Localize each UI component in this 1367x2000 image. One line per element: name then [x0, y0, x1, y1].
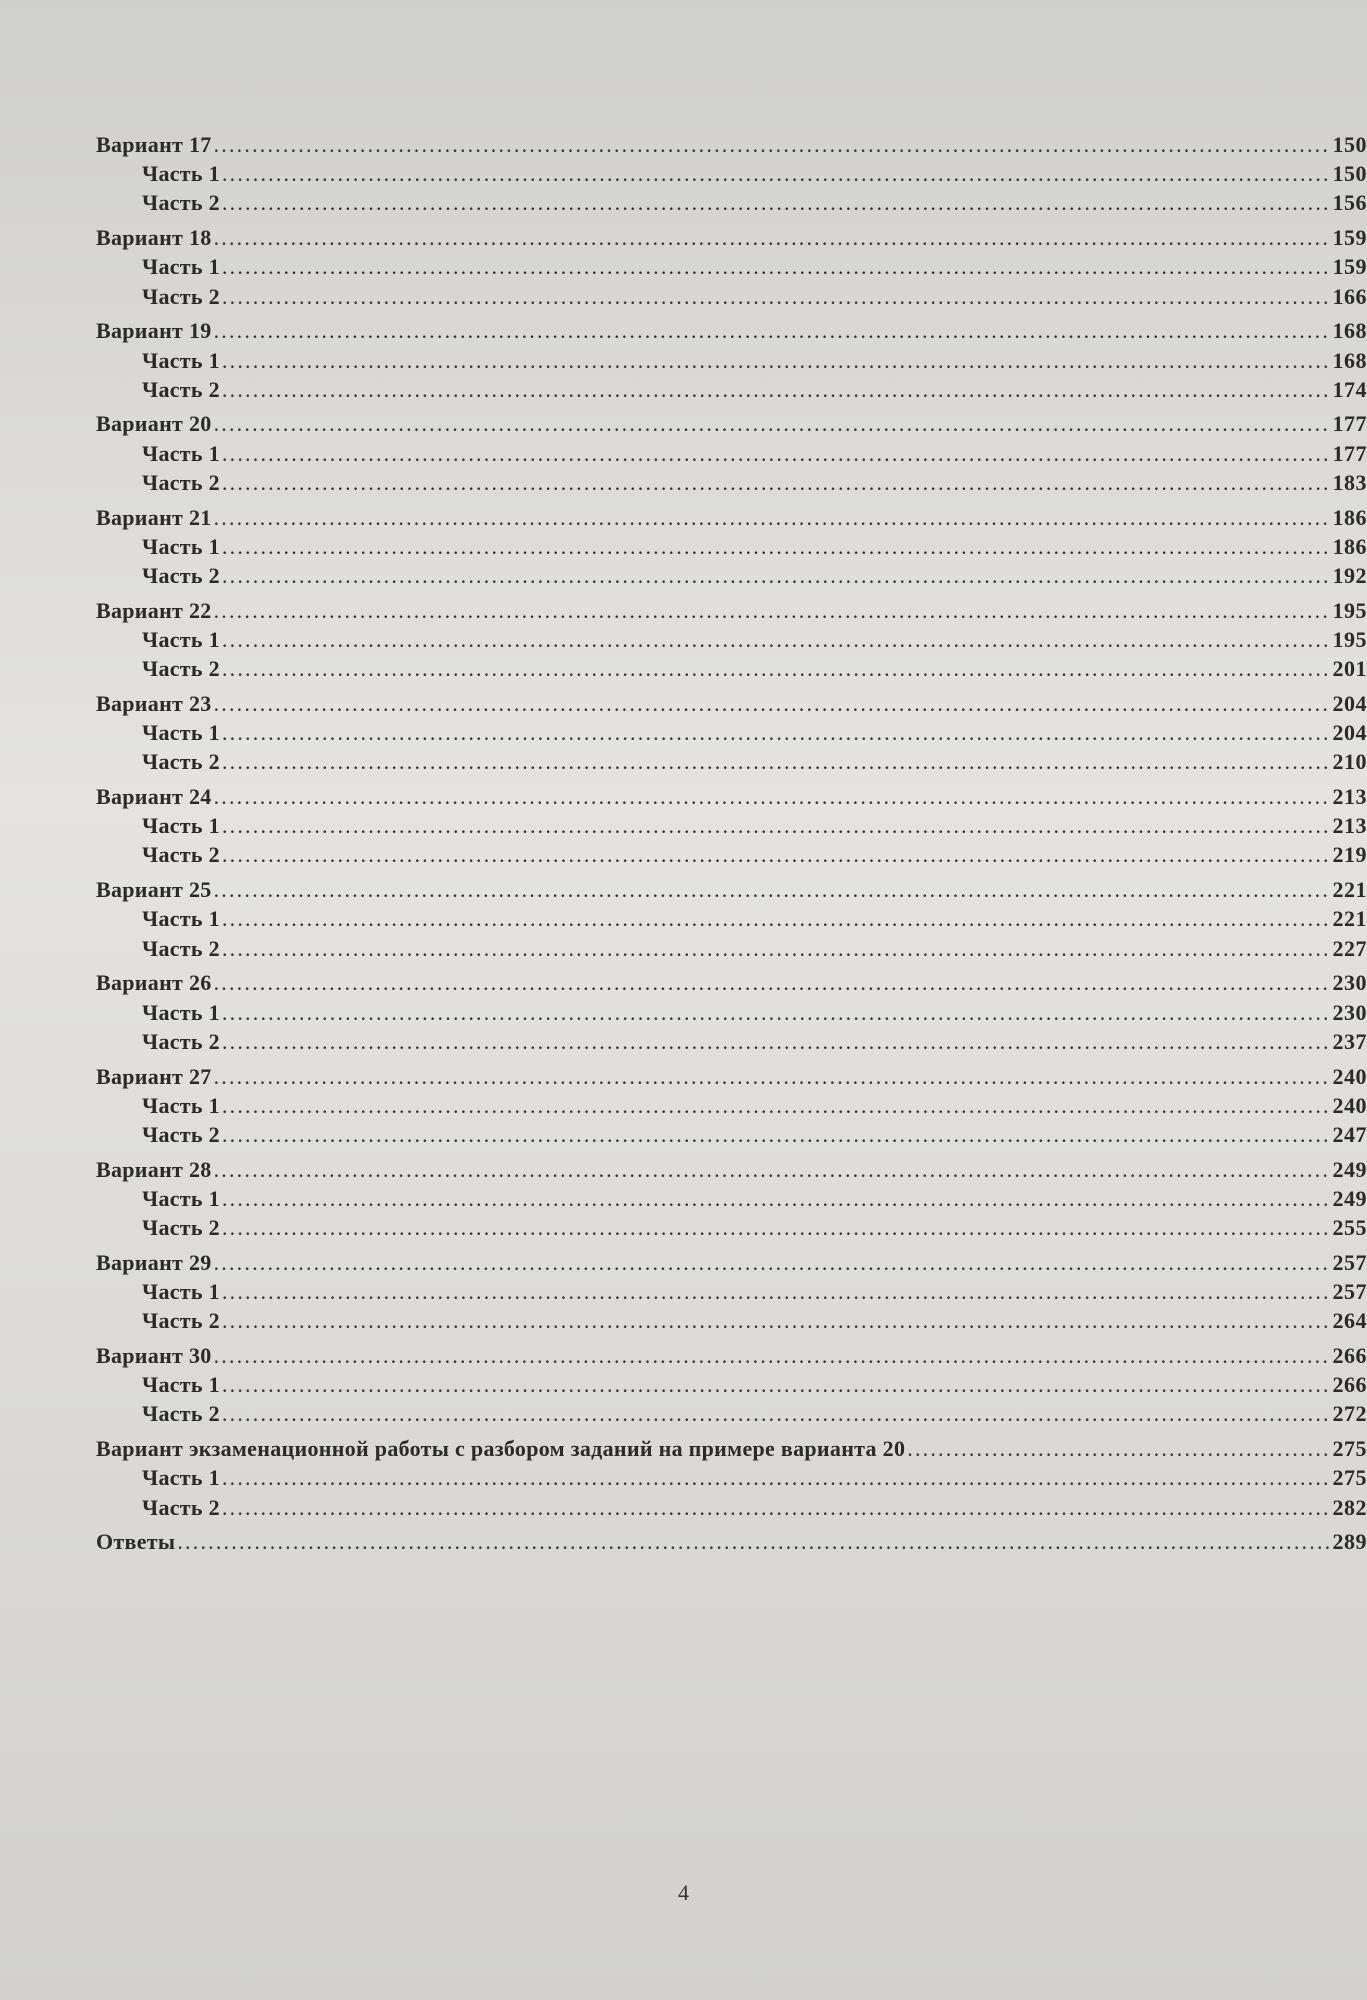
- toc-entry-title: Часть 2: [142, 376, 220, 402]
- dot-leader: [222, 1000, 1331, 1026]
- toc-entry-page-number: 150: [1332, 161, 1367, 187]
- toc-entry-title: Часть 2: [142, 1401, 220, 1427]
- dot-leader: [222, 936, 1331, 962]
- toc-entry-title: Часть 2: [142, 563, 220, 588]
- toc-entry-title: Часть 1: [142, 1372, 220, 1398]
- dot-leader: [214, 1250, 1331, 1276]
- toc-variant-entry: [96, 784, 1367, 813]
- toc-entry-title: Часть 1: [142, 906, 220, 932]
- dot-leader: [214, 132, 1331, 158]
- dot-leader: [222, 1401, 1331, 1427]
- toc-variant-entry: [96, 1064, 1367, 1093]
- toc-entry-page-number: 237: [1332, 1028, 1367, 1054]
- dot-leader: [222, 254, 1331, 280]
- toc-entry-page-number: 186: [1332, 504, 1367, 530]
- toc-entry-title: Часть 1: [142, 626, 220, 652]
- dot-leader: [222, 1372, 1331, 1398]
- toc-entry-title: Часть 1: [142, 999, 220, 1025]
- toc-entry-page-number: 257: [1332, 1279, 1367, 1305]
- toc-entry-title: Вариант 28: [96, 1156, 212, 1182]
- toc-part-entry: [96, 906, 1367, 935]
- toc-entry-page-number: 221: [1332, 877, 1367, 903]
- dot-leader: [222, 190, 1331, 216]
- toc-entry-page-number: 266: [1332, 1372, 1367, 1398]
- toc-entry-page-number: 174: [1332, 376, 1367, 402]
- toc-entry-title: Часть 1: [142, 813, 220, 839]
- toc-entry-title: Часть 2: [142, 283, 220, 309]
- toc-part-entry: [96, 656, 1367, 685]
- toc-entry-page-number: 266: [1332, 1343, 1367, 1369]
- toc-part-entry: [96, 441, 1367, 470]
- toc-entry-title: Часть 2: [142, 1028, 220, 1054]
- toc-part-entry: [96, 284, 1367, 313]
- toc-entry-title: Ответы: [96, 1529, 176, 1555]
- dot-leader: [222, 906, 1331, 932]
- dot-leader: [222, 534, 1331, 560]
- toc-part-entry: [96, 190, 1367, 219]
- toc-entry-page-number: 186: [1332, 533, 1367, 559]
- toc-entry-title: Часть 2: [142, 935, 220, 961]
- toc-entry-title: Часть 2: [142, 1308, 220, 1334]
- toc-entry-page-number: 177: [1332, 411, 1367, 437]
- toc-part-entry: [96, 377, 1367, 406]
- dot-leader: [177, 1529, 1330, 1555]
- toc-variant-entry: [96, 505, 1367, 534]
- toc-entry-title: Часть 1: [142, 1185, 220, 1211]
- toc-part-entry: [96, 1372, 1367, 1401]
- toc-part-entry: [96, 1122, 1367, 1151]
- toc-part-entry: [96, 534, 1367, 563]
- table-of-contents: [96, 132, 1367, 1559]
- dot-leader: [214, 1064, 1331, 1090]
- toc-part-entry: [96, 1029, 1367, 1058]
- toc-entry-page-number: 275: [1332, 1436, 1367, 1462]
- toc-entry-page-number: 213: [1332, 813, 1367, 839]
- dot-leader: [214, 225, 1331, 251]
- dot-leader: [222, 284, 1331, 310]
- toc-variant-entry: [96, 225, 1367, 254]
- dot-leader: [222, 1186, 1331, 1212]
- dot-leader: [222, 842, 1331, 868]
- toc-entry-page-number: 183: [1332, 469, 1367, 495]
- toc-part-entry: [96, 1495, 1367, 1524]
- toc-entry-page-number: 192: [1332, 563, 1367, 588]
- dot-leader: [214, 691, 1331, 717]
- toc-entry-title: Часть 1: [142, 1279, 220, 1305]
- dot-leader: [907, 1436, 1330, 1462]
- toc-variant-entry: [96, 318, 1367, 347]
- toc-entry-page-number: 177: [1332, 440, 1367, 466]
- toc-entry-page-number: 168: [1332, 318, 1367, 344]
- toc-entry-title: Часть 2: [142, 1121, 220, 1147]
- page-number: 4: [678, 1880, 689, 1905]
- toc-part-entry: [96, 720, 1367, 749]
- toc-entry-title: Вариант 24: [96, 784, 212, 810]
- toc-entry-title: Часть 2: [142, 469, 220, 495]
- dot-leader: [214, 877, 1331, 903]
- dot-leader: [222, 1465, 1331, 1491]
- toc-entry-title: Вариант 27: [96, 1063, 212, 1089]
- dot-leader: [222, 627, 1331, 653]
- toc-entry-page-number: 282: [1332, 1494, 1367, 1520]
- toc-part-entry: [96, 470, 1367, 499]
- toc-variant-entry: [96, 132, 1367, 161]
- toc-entry-title: Вариант 22: [96, 597, 212, 623]
- toc-entry-title: Часть 2: [142, 749, 220, 775]
- toc-entry-page-number: 219: [1332, 842, 1367, 868]
- toc-part-entry: [96, 749, 1367, 778]
- toc-entry-page-number: 240: [1332, 1092, 1367, 1118]
- toc-variant-entry: [96, 411, 1367, 440]
- toc-entry-page-number: 213: [1332, 784, 1367, 810]
- toc-entry-title: Вариант 25: [96, 877, 212, 903]
- toc-part-entry: [96, 161, 1367, 190]
- toc-entry-page-number: 221: [1332, 906, 1367, 932]
- dot-leader: [214, 411, 1331, 437]
- dot-leader: [214, 1157, 1331, 1183]
- toc-entry-page-number: 159: [1332, 225, 1367, 251]
- dot-leader: [222, 1308, 1331, 1334]
- toc-part-entry: [96, 563, 1367, 592]
- toc-entry-title: Вариант 29: [96, 1249, 212, 1275]
- toc-entry-page-number: 204: [1332, 720, 1367, 746]
- dot-leader: [222, 1215, 1331, 1241]
- toc-entry-page-number: 168: [1332, 347, 1367, 373]
- dot-leader: [214, 784, 1331, 810]
- toc-entry-page-number: 227: [1332, 935, 1367, 961]
- toc-entry-page-number: 289: [1332, 1529, 1367, 1555]
- dot-leader: [222, 1029, 1331, 1055]
- toc-part-entry: [96, 1000, 1367, 1029]
- toc-part-entry: [96, 627, 1367, 656]
- toc-part-entry: [96, 842, 1367, 871]
- dot-leader: [214, 1343, 1331, 1369]
- toc-variant-entry: [96, 1343, 1367, 1372]
- dot-leader: [222, 377, 1331, 403]
- toc-part-entry: [96, 1093, 1367, 1122]
- toc-entry-page-number: 201: [1332, 656, 1367, 682]
- toc-entry-page-number: 230: [1332, 970, 1367, 996]
- toc-part-entry: [96, 1465, 1367, 1494]
- toc-part-entry: [96, 348, 1367, 377]
- dot-leader: [214, 318, 1331, 344]
- toc-entry-page-number: 204: [1332, 690, 1367, 716]
- toc-variant-entry: [96, 970, 1367, 999]
- toc-answers-entry: [96, 1529, 1367, 1558]
- toc-entry-title: Часть 1: [142, 1465, 220, 1491]
- dot-leader: [222, 813, 1331, 839]
- toc-entry-title: Часть 2: [142, 1215, 220, 1241]
- toc-entry-page-number: 195: [1332, 626, 1367, 652]
- dot-leader: [222, 1279, 1331, 1305]
- toc-entry-title: Часть 1: [142, 1092, 220, 1118]
- dot-leader: [222, 1122, 1331, 1148]
- toc-entry-page-number: 264: [1332, 1308, 1367, 1334]
- dot-leader: [222, 161, 1331, 187]
- toc-entry-title: Часть 1: [142, 533, 220, 559]
- toc-variant-entry: [96, 691, 1367, 720]
- toc-entry-title: Вариант экзаменационной работы с разбором заданий на примере варианта 20: [96, 1436, 906, 1462]
- dot-leader: [214, 970, 1331, 996]
- toc-entry-title: Часть 1: [142, 720, 220, 746]
- toc-entry-page-number: 150: [1332, 132, 1367, 157]
- toc-entry-title: Вариант 21: [96, 504, 212, 530]
- toc-entry-page-number: 159: [1332, 254, 1367, 280]
- toc-part-entry: [96, 1308, 1367, 1337]
- toc-entry-title: Часть 1: [142, 254, 220, 280]
- toc-entry-title: Часть 1: [142, 440, 220, 466]
- toc-entry-title: Вариант 26: [96, 970, 212, 996]
- toc-part-entry: [96, 254, 1367, 283]
- toc-entry-page-number: 247: [1332, 1121, 1367, 1147]
- toc-entry-page-number: 156: [1332, 190, 1367, 216]
- toc-entry-title: Вариант 19: [96, 318, 212, 344]
- toc-entry-title: Часть 1: [142, 161, 220, 187]
- dot-leader: [222, 1495, 1331, 1521]
- toc-entry-page-number: 275: [1332, 1465, 1367, 1491]
- dot-leader: [222, 1093, 1331, 1119]
- toc-variant-entry: [96, 877, 1367, 906]
- toc-entry-title: Часть 2: [142, 656, 220, 682]
- dot-leader: [214, 505, 1331, 531]
- toc-entry-page-number: 166: [1332, 283, 1367, 309]
- toc-entry-title: Вариант 20: [96, 411, 212, 437]
- toc-entry-page-number: 240: [1332, 1063, 1367, 1089]
- toc-entry-page-number: 210: [1332, 749, 1367, 775]
- dot-leader: [222, 441, 1331, 467]
- dot-leader: [222, 470, 1331, 496]
- toc-part-entry: [96, 813, 1367, 842]
- toc-entry-title: Вариант 17: [96, 132, 212, 157]
- toc-entry-page-number: 195: [1332, 597, 1367, 623]
- toc-variant-entry: [96, 598, 1367, 627]
- toc-entry-page-number: 249: [1332, 1185, 1367, 1211]
- toc-part-entry: [96, 1186, 1367, 1215]
- toc-variant-entry: [96, 1250, 1367, 1279]
- toc-entry-title: Вариант 18: [96, 225, 212, 251]
- toc-entry-page-number: 255: [1332, 1215, 1367, 1241]
- toc-entry-title: Часть 2: [142, 1494, 220, 1520]
- dot-leader: [222, 720, 1331, 746]
- toc-part-entry: [96, 1401, 1367, 1430]
- toc-entry-title: Часть 2: [142, 842, 220, 868]
- dot-leader: [222, 563, 1331, 589]
- toc-entry-title: Вариант 23: [96, 690, 212, 716]
- toc-entry-title: Вариант 30: [96, 1343, 212, 1369]
- toc-variant-entry: [96, 1436, 1367, 1465]
- toc-part-entry: [96, 1279, 1367, 1308]
- toc-entry-page-number: 230: [1332, 999, 1367, 1025]
- dot-leader: [214, 598, 1331, 624]
- toc-variant-entry: [96, 1157, 1367, 1186]
- dot-leader: [222, 749, 1331, 775]
- toc-entry-page-number: 257: [1332, 1249, 1367, 1275]
- toc-entry-page-number: 272: [1332, 1401, 1367, 1427]
- dot-leader: [222, 656, 1331, 682]
- toc-part-entry: [96, 936, 1367, 965]
- toc-entry-page-number: 249: [1332, 1156, 1367, 1182]
- toc-part-entry: [96, 1215, 1367, 1244]
- toc-entry-title: Часть 1: [142, 347, 220, 373]
- dot-leader: [222, 348, 1331, 374]
- toc-entry-title: Часть 2: [142, 190, 220, 216]
